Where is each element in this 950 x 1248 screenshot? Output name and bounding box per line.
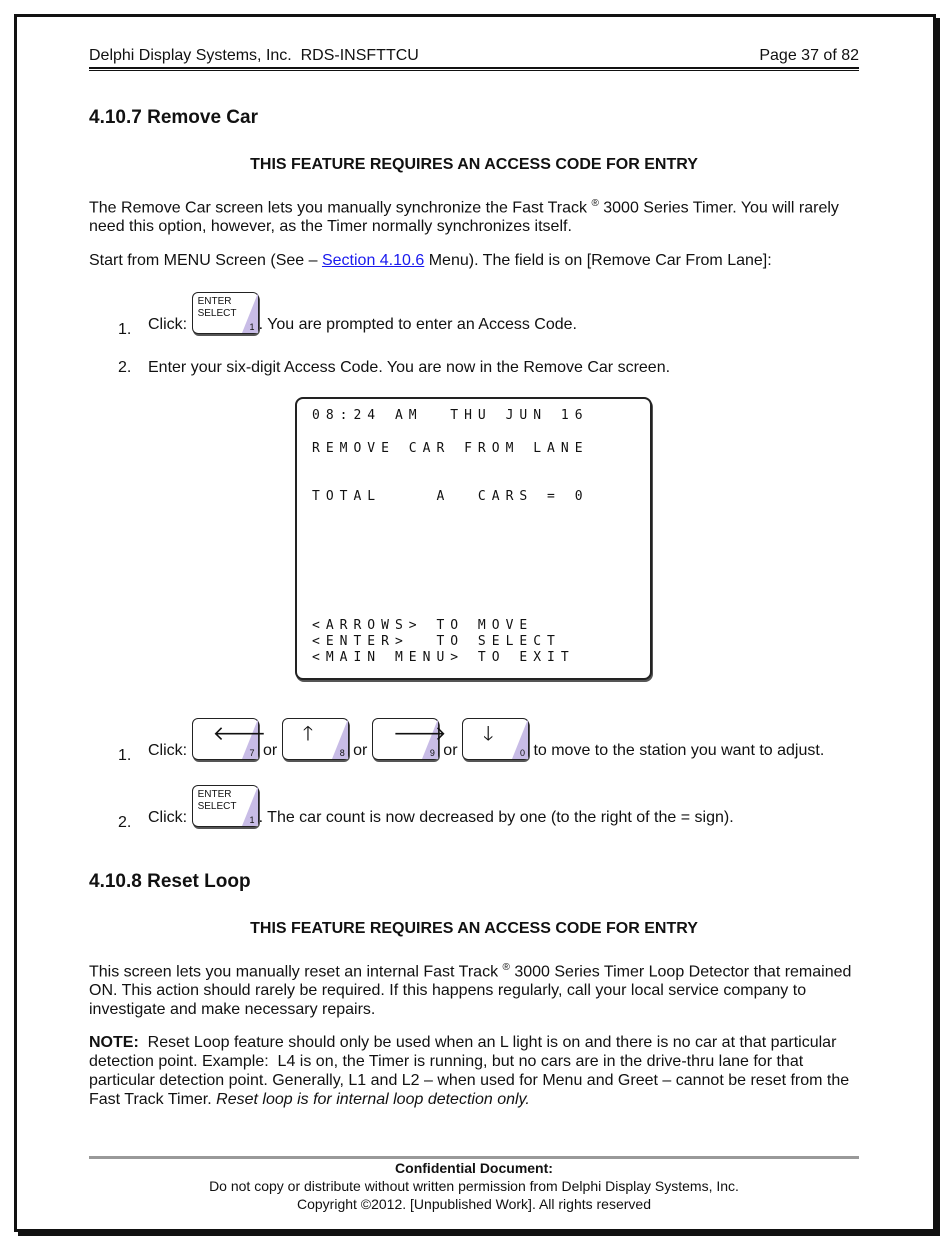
- footer-rule: [89, 1156, 859, 1159]
- lcd-line-main-menu: <MAIN MENU> TO EXIT: [312, 650, 575, 665]
- registered-mark: ®: [591, 198, 599, 209]
- enter-select-key[interactable]: ENTER SELECT 1: [192, 292, 259, 334]
- arrow-step-number: 1.: [118, 747, 132, 764]
- footer-confidential: Confidential Document:: [395, 1160, 553, 1176]
- footer-distribution-notice: Do not copy or distribute without written permission from Delphi Display Systems, Inc.: [209, 1178, 739, 1194]
- right-arrow-key[interactable]: 🡒 9: [372, 718, 439, 760]
- enter-step-number: 2.: [118, 814, 132, 831]
- step-1-number: 1.: [118, 321, 132, 338]
- footer-copyright: Copyright ©2012. [Unpublished Work]. All rights reserved: [296, 1196, 651, 1212]
- header-page-number: Page 37 of 82: [759, 47, 859, 64]
- lcd-line-total: TOTAL A CARS = 0: [312, 489, 589, 504]
- registered-mark-2: ®: [502, 962, 510, 973]
- down-arrow-key[interactable]: 🡓 0: [462, 718, 529, 760]
- lcd-line-time: 08:24 AM THU JUN 16: [312, 408, 589, 423]
- enter-key-step: Click: ENTER SELECT 1 . The car count is now decreased by one (to the right of the = sign).: [148, 785, 734, 827]
- left-arrow-icon: 🡐: [212, 723, 267, 745]
- start-instructions: Start from MENU Screen (See – Section 4.10.6 Menu). The field is on [Remove Car From Lane]:: [89, 252, 772, 269]
- section-heading-reset-loop: 4.10.8 Reset Loop: [89, 871, 251, 892]
- section-4-10-6-link[interactable]: Section 4.10.6: [321, 252, 425, 269]
- page-header: [89, 47, 859, 65]
- header-rule-thin: [89, 70, 859, 71]
- up-arrow-icon: 🡑: [302, 723, 314, 745]
- reset-loop-note: NOTE: Reset Loop feature should only be used when an L light is on and there is no car at that particular detection point. Example: L4 is on, the Timer is running, but no cars are in the drive-thru lane for that particular detection point. Generally, L1 and L2 – when used for Menu and Greet – cannot be reset from the Fast Track Timer. Reset loop is for internal loop detection only.: [89, 1034, 854, 1108]
- step-2-text: Enter your six-digit Access Code. You are now in the Remove Car screen.: [148, 359, 671, 376]
- header-doc-id: Delphi Display Systems, Inc. RDS-INSFTTCU: [89, 47, 419, 64]
- remove-car-intro: The Remove Car screen lets you manually synchronize the Fast Track ® 3000 Series Timer. You will rarely need this option, however, as the Timer normally synchronizes itself.: [89, 198, 839, 236]
- lcd-line-enter: <ENTER> TO SELECT: [312, 634, 561, 649]
- reset-loop-intro: This screen lets you manually reset an internal Fast Track ® 3000 Series Timer Loop Detector that remained ON. This action should rarely be required. If this happens regularly, call your local service company to investigate and make necessary repairs.: [89, 962, 852, 1019]
- step-1: Click: ENTER SELECT 1 . You are prompted to enter an Access Code.: [148, 292, 577, 334]
- step-2-number: 2.: [118, 359, 132, 376]
- up-arrow-key[interactable]: 🡑 8: [282, 718, 349, 760]
- enter-select-key-2[interactable]: ENTER SELECT 1: [192, 785, 259, 827]
- access-code-notice: THIS FEATURE REQUIRES AN ACCESS CODE FOR ENTRY: [250, 156, 698, 173]
- down-arrow-icon: 🡓: [482, 723, 494, 745]
- header-rule: [89, 67, 859, 69]
- section-heading-remove-car: 4.10.7 Remove Car: [89, 107, 258, 128]
- left-arrow-key[interactable]: 🡐 7: [192, 718, 259, 760]
- lcd-line-title: REMOVE CAR FROM LANE: [312, 441, 589, 456]
- lcd-line-arrows: <ARROWS> TO MOVE: [312, 618, 534, 633]
- remove-car-lcd-screen: [295, 397, 652, 680]
- arrow-keys-step: Click: 🡐 7 or 🡑 8 or 🡒 9 or 🡓 0 to move to the station you want to adjust.: [148, 718, 824, 760]
- access-code-notice-2: THIS FEATURE REQUIRES AN ACCESS CODE FOR ENTRY: [250, 920, 698, 937]
- right-arrow-icon: 🡒: [392, 723, 447, 745]
